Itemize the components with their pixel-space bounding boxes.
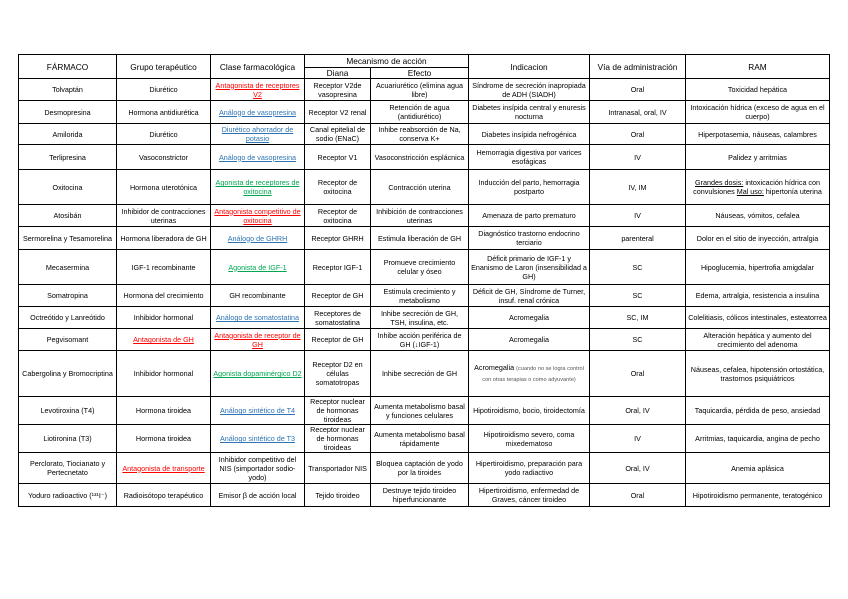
cell-diana-text: Receptor nuclear de hormonas tiroideas bbox=[310, 425, 365, 452]
cell-indicacion-text: Acromegalia bbox=[474, 362, 515, 372]
cell-clase bbox=[211, 285, 305, 307]
cell-diana bbox=[305, 285, 371, 307]
cell-farmaco bbox=[19, 227, 117, 250]
table-row bbox=[19, 101, 830, 124]
header-indicacion: Indicacion bbox=[469, 55, 590, 79]
cell-clase bbox=[211, 101, 305, 124]
cell-ram-text: Toxicidad hepática bbox=[727, 85, 788, 94]
cell-efecto-text: Retención de agua (antidiurético) bbox=[389, 103, 450, 121]
cell-diana-text: Receptor IGF-1 bbox=[312, 262, 363, 272]
cell-clase bbox=[211, 124, 305, 145]
cell-efecto-text: Inhibe secreción de GH, TSH, insulina, etc. bbox=[380, 308, 459, 327]
cell-farmaco-text: Mecasermina bbox=[45, 262, 90, 272]
cell-clase bbox=[211, 484, 305, 507]
cell-grupo bbox=[117, 425, 211, 453]
cell-via bbox=[590, 250, 686, 285]
cell-clase bbox=[211, 170, 305, 205]
cell-indicacion bbox=[469, 351, 590, 397]
header-diana: Diana bbox=[305, 68, 371, 79]
cell-ram-text: Colelitiasis, cólicos intestinales, esteatorrea bbox=[688, 313, 827, 322]
cell-indicacion-text: Síndrome de secreción inapropiada de ADH (SIADH) bbox=[472, 80, 586, 99]
cell-diana-text: Receptor de oxitocina bbox=[317, 206, 358, 225]
header-efecto: Efecto bbox=[371, 68, 469, 79]
ram-label: Grandes dosis: bbox=[694, 178, 744, 187]
cell-indicacion-text: Hipertiroidismo, enfermedad de Graves, cáncer tiroideo bbox=[478, 486, 580, 504]
cell-grupo bbox=[117, 170, 211, 205]
cell-grupo-text: Diurético bbox=[149, 85, 178, 94]
cell-ram-text: Palidez y arritmias bbox=[728, 152, 787, 162]
cell-ram bbox=[686, 101, 830, 124]
cell-clase-text: Análogo sintético de T4 bbox=[220, 406, 295, 415]
cell-grupo bbox=[117, 351, 211, 397]
cell-diana bbox=[305, 453, 371, 484]
cell-grupo-text: Inhibidor hormonal bbox=[133, 369, 194, 378]
cell-efecto bbox=[371, 351, 469, 397]
table-row bbox=[19, 205, 830, 227]
cell-diana-text: Receptores de somatostatina bbox=[314, 308, 361, 327]
cell-indicacion-text: Acromegalia bbox=[509, 313, 549, 322]
cell-grupo bbox=[117, 205, 211, 227]
cell-grupo-text: Hormona del crecimiento bbox=[123, 291, 204, 300]
cell-via bbox=[590, 351, 686, 397]
cell-ram bbox=[686, 145, 830, 170]
cell-grupo-text: IGF-1 recombinante bbox=[131, 262, 196, 272]
cell-via-text: Oral, IV bbox=[625, 406, 650, 415]
cell-clase-text: Antagonista de receptores V2 bbox=[215, 80, 300, 99]
cell-indicacion bbox=[469, 453, 590, 484]
cell-clase-text: Emisor β de acción local bbox=[218, 490, 297, 500]
cell-efecto bbox=[371, 453, 469, 484]
cell-farmaco bbox=[19, 124, 117, 145]
cell-grupo bbox=[117, 250, 211, 285]
cell-ram-text: Dolor en el sitio de inyección, artralgia bbox=[696, 233, 819, 243]
cell-via bbox=[590, 484, 686, 507]
cell-diana-text: Receptor GHRH bbox=[311, 233, 364, 243]
cell-ram-text: Hipotiroidismo permanente, teratogénico bbox=[692, 490, 823, 500]
cell-farmaco-text: Sermorelina y Tesamorelina bbox=[23, 233, 112, 243]
cell-clase bbox=[211, 145, 305, 170]
cell-via bbox=[590, 329, 686, 351]
cell-via-text: SC bbox=[632, 291, 643, 300]
cell-indicacion bbox=[469, 329, 590, 351]
cell-ram-text: Edema, artralgia, resistencia a insulina bbox=[695, 291, 820, 300]
cell-ram-text: Hiperpotasemia, náuseas, calambres bbox=[698, 129, 817, 139]
cell-farmaco bbox=[19, 170, 117, 205]
cell-farmaco bbox=[19, 285, 117, 307]
cell-clase bbox=[211, 205, 305, 227]
cell-diana-text: Tejido tiroideo bbox=[315, 490, 360, 500]
cell-via-text: IV bbox=[634, 211, 641, 220]
cell-grupo-text: Hormona liberadora de GH bbox=[120, 233, 207, 243]
cell-via bbox=[590, 425, 686, 453]
cell-farmaco bbox=[19, 250, 117, 285]
cell-clase-text: Análogo de vasopresina bbox=[218, 152, 297, 162]
cell-indicacion bbox=[469, 170, 590, 205]
cell-efecto bbox=[371, 397, 469, 425]
cell-farmaco-text: Desmopresina bbox=[44, 107, 91, 117]
cell-efecto-text: Aumenta metabolismo basal y funciones celulares bbox=[374, 401, 465, 420]
cell-diana bbox=[305, 145, 371, 170]
cell-ram bbox=[686, 205, 830, 227]
cell-indicacion bbox=[469, 285, 590, 307]
cell-clase bbox=[211, 79, 305, 101]
cell-ram-text: Hipoglucemia, hipertrofia amigdalar bbox=[700, 262, 815, 272]
cell-farmaco bbox=[19, 145, 117, 170]
cell-farmaco-text: Tolvaptán bbox=[52, 85, 83, 94]
cell-farmaco-text: Liotironina (T3) bbox=[43, 434, 92, 443]
cell-indicacion bbox=[469, 124, 590, 145]
cell-diana bbox=[305, 205, 371, 227]
cell-clase bbox=[211, 329, 305, 351]
cell-grupo-text: Radioisótopo terapéutico bbox=[123, 490, 204, 500]
cell-clase-text: Agonista de receptores de oxitocina bbox=[215, 178, 300, 196]
cell-diana-text: Transportador NIS bbox=[308, 463, 367, 473]
cell-efecto bbox=[371, 329, 469, 351]
table-row bbox=[19, 397, 830, 425]
cell-indicacion-text: Diabetes insípida nefrogénica bbox=[481, 129, 577, 139]
cell-via bbox=[590, 227, 686, 250]
cell-via bbox=[590, 397, 686, 425]
cell-indicacion-text: Hipertiroidismo, preparación para yodo radiactivo bbox=[475, 459, 583, 477]
cell-diana bbox=[305, 329, 371, 351]
cell-diana-text: Receptor de oxitocina bbox=[317, 178, 358, 196]
cell-grupo bbox=[117, 145, 211, 170]
cell-ram-text: Náuseas, vómitos, cefalea bbox=[715, 211, 800, 220]
table-row bbox=[19, 227, 830, 250]
cell-diana-text: Receptor V1 bbox=[317, 152, 358, 162]
cell-grupo bbox=[117, 484, 211, 507]
cell-indicacion-text: Inducción del parto, hemorragia postparto bbox=[478, 178, 580, 196]
cell-indicacion bbox=[469, 484, 590, 507]
cell-ram-text: Alteración hepática y aumento del crecimiento del adenoma bbox=[703, 330, 812, 349]
cell-via bbox=[590, 101, 686, 124]
table-row bbox=[19, 307, 830, 329]
cell-ram bbox=[686, 351, 830, 397]
cell-indicacion bbox=[469, 101, 590, 124]
cell-farmaco-text: Terlipresina bbox=[49, 152, 86, 162]
cell-diana bbox=[305, 101, 371, 124]
cell-efecto-text: Aumenta metabolismo basal rápidamente bbox=[374, 429, 465, 448]
cell-ram bbox=[686, 79, 830, 101]
cell-farmaco-text: Pegvisomant bbox=[46, 335, 89, 344]
ram-text: intoxicación hídrica con convulsiones bbox=[693, 178, 821, 196]
cell-clase bbox=[211, 453, 305, 484]
cell-farmaco-text: Perclorato, Tiocianato y Pertecnetato bbox=[29, 459, 106, 477]
cell-grupo-text: Hormona tiroidea bbox=[135, 406, 192, 415]
cell-efecto-text: Bloquea captación de yodo por la tiroides bbox=[376, 459, 463, 477]
table-row bbox=[19, 351, 830, 397]
cell-indicacion-text: Hipotiroidismo severo, coma mixedematoso bbox=[483, 429, 575, 448]
cell-farmaco-text: Somatropina bbox=[47, 291, 88, 300]
cell-indicacion-text: Acromegalia bbox=[509, 335, 549, 344]
cell-efecto-text: Vasoconstricción esplácnica bbox=[374, 152, 465, 162]
cell-efecto bbox=[371, 101, 469, 124]
cell-diana-text: Receptor V2de vasopresina bbox=[313, 80, 362, 99]
table-row bbox=[19, 145, 830, 170]
cell-efecto bbox=[371, 307, 469, 329]
cell-efecto bbox=[371, 425, 469, 453]
cell-grupo-text: Inhibidor hormonal bbox=[133, 313, 194, 322]
cell-farmaco bbox=[19, 484, 117, 507]
cell-farmaco-text: Yoduro radioactivo (¹³¹I⁻) bbox=[27, 490, 108, 500]
cell-indicacion-text: Déficit de GH, Síndrome de Turner, insuf. renal crónica bbox=[472, 286, 586, 305]
cell-clase-text: Análogo sintético de T3 bbox=[220, 434, 295, 443]
cell-efecto bbox=[371, 79, 469, 101]
cell-efecto-text: Estimula crecimiento y metabolismo bbox=[383, 286, 456, 305]
cell-efecto-text: Contracción uterina bbox=[388, 182, 451, 192]
cell-ram bbox=[686, 250, 830, 285]
cell-grupo bbox=[117, 124, 211, 145]
cell-efecto-text: Acuariurético (elimina agua libre) bbox=[375, 80, 464, 99]
cell-indicacion bbox=[469, 250, 590, 285]
cell-clase bbox=[211, 227, 305, 250]
cell-via bbox=[590, 124, 686, 145]
cell-grupo bbox=[117, 307, 211, 329]
cell-grupo-text: Inhibidor de contracciones uterinas bbox=[121, 206, 206, 225]
cell-indicacion bbox=[469, 425, 590, 453]
cell-efecto bbox=[371, 145, 469, 170]
cell-diana-text: Receptor V2 renal bbox=[308, 107, 367, 117]
ram-text: hipertonía uterina bbox=[765, 187, 822, 196]
cell-farmaco bbox=[19, 101, 117, 124]
cell-via-text: Intranasal, oral, IV bbox=[608, 107, 667, 117]
cell-diana bbox=[305, 397, 371, 425]
cell-diana-text: Receptor D2 en células somatotropas bbox=[312, 360, 363, 387]
cell-ram bbox=[686, 227, 830, 250]
cell-ram bbox=[686, 124, 830, 145]
cell-efecto-text: Inhibe acción periférica de GH (↓IGF-1) bbox=[377, 330, 462, 349]
cell-grupo bbox=[117, 101, 211, 124]
cell-farmaco bbox=[19, 397, 117, 425]
cell-grupo bbox=[117, 227, 211, 250]
cell-diana-text: Receptor de GH bbox=[311, 291, 364, 300]
cell-farmaco bbox=[19, 351, 117, 397]
cell-efecto bbox=[371, 484, 469, 507]
cell-ram bbox=[686, 329, 830, 351]
cell-farmaco-text: Amilorida bbox=[52, 129, 83, 139]
cell-clase bbox=[211, 307, 305, 329]
cell-via-text: SC, IM bbox=[626, 313, 649, 322]
cell-via bbox=[590, 453, 686, 484]
cell-diana bbox=[305, 124, 371, 145]
table-row bbox=[19, 453, 830, 484]
cell-diana bbox=[305, 484, 371, 507]
cell-efecto bbox=[371, 227, 469, 250]
cell-farmaco bbox=[19, 425, 117, 453]
cell-efecto-text: Inhibe secreción de GH bbox=[381, 369, 458, 378]
table-row bbox=[19, 329, 830, 351]
cell-farmaco-text: Cabergolina y Bromocriptina bbox=[22, 369, 113, 378]
table-row bbox=[19, 250, 830, 285]
cell-farmaco bbox=[19, 79, 117, 101]
cell-via bbox=[590, 307, 686, 329]
cell-indicacion bbox=[469, 79, 590, 101]
cell-efecto bbox=[371, 250, 469, 285]
cell-farmaco-text: Levotiroxina (T4) bbox=[40, 406, 95, 415]
cell-ram bbox=[686, 170, 830, 205]
cell-efecto-text: Estimula liberación de GH bbox=[377, 233, 462, 243]
cell-indicacion-text: Hemorragia digestiva por varices esofágicas bbox=[476, 148, 582, 166]
table-row bbox=[19, 425, 830, 453]
cell-diana bbox=[305, 351, 371, 397]
cell-efecto bbox=[371, 205, 469, 227]
cell-via-text: Oral bbox=[630, 369, 645, 378]
cell-indicacion bbox=[469, 397, 590, 425]
cell-indicacion bbox=[469, 307, 590, 329]
cell-via bbox=[590, 145, 686, 170]
cell-diana bbox=[305, 227, 371, 250]
cell-ram-text: Náuseas, cefalea, hipotensión ortostática, trastornos psiquiátricos bbox=[690, 364, 825, 383]
cell-efecto-text: Inhibición de contracciones uterinas bbox=[376, 206, 463, 225]
cell-diana-text: Receptor nuclear de hormonas tiroideas bbox=[310, 397, 365, 424]
cell-via-text: Oral bbox=[630, 129, 645, 139]
cell-clase-text: Análogo de GHRH bbox=[227, 233, 288, 243]
drug-table bbox=[18, 54, 830, 507]
cell-clase bbox=[211, 250, 305, 285]
table-row bbox=[19, 484, 830, 507]
cell-clase-text: Diurético ahorrador de potasio bbox=[221, 125, 294, 143]
cell-grupo-text: Antagonista de transporte bbox=[122, 463, 205, 473]
cell-grupo-text: Hormona uterotónica bbox=[129, 182, 198, 192]
cell-indicacion-text: Hipotiroidismo, bocio, tiroidectomía bbox=[473, 406, 585, 415]
cell-indicacion-text: Diagnóstico trastorno endocrino terciario bbox=[478, 229, 580, 247]
cell-grupo-text: Antagonista de GH bbox=[133, 335, 194, 344]
cell-grupo bbox=[117, 285, 211, 307]
cell-via-text: Oral bbox=[630, 490, 645, 500]
cell-diana bbox=[305, 170, 371, 205]
header-ram: RAM bbox=[686, 55, 830, 79]
cell-farmaco-text: Octreótido y Lanreótido bbox=[30, 313, 105, 322]
cell-via-text: IV bbox=[634, 152, 641, 162]
cell-via-text: SC bbox=[632, 262, 643, 272]
table-row bbox=[19, 170, 830, 205]
header-via: Vía de administración bbox=[590, 55, 686, 79]
cell-diana-text: Canal epitelial de sodio (ENaC) bbox=[309, 125, 366, 143]
cell-clase bbox=[211, 397, 305, 425]
cell-grupo-text: Vasoconstrictor bbox=[139, 152, 188, 162]
cell-grupo bbox=[117, 397, 211, 425]
cell-grupo bbox=[117, 79, 211, 101]
cell-clase bbox=[211, 351, 305, 397]
cell-clase-text: Antagonista de receptor de GH bbox=[214, 330, 301, 349]
header-farmaco: FÁRMACO bbox=[19, 55, 117, 79]
cell-grupo-text: Hormona tiroidea bbox=[135, 434, 192, 443]
cell-efecto-text: Promueve crecimiento celular y óseo bbox=[383, 258, 456, 276]
table-row bbox=[19, 285, 830, 307]
cell-ram bbox=[686, 285, 830, 307]
cell-ram bbox=[686, 425, 830, 453]
cell-efecto-text: Destruye tejido tiroideo hiperfuncionante bbox=[382, 486, 457, 504]
cell-grupo-text: Hormona antidiurética bbox=[128, 107, 199, 117]
cell-clase-text: Antagonista competitivo de oxitocina bbox=[214, 206, 301, 225]
cell-ram-text: Taquicardia, pérdida de peso, ansiedad bbox=[694, 406, 821, 415]
table-row bbox=[19, 79, 830, 101]
cell-via bbox=[590, 79, 686, 101]
cell-ram-text: Anemia aplásica bbox=[731, 463, 784, 473]
cell-indicacion bbox=[469, 227, 590, 250]
cell-via-text: Oral, IV bbox=[625, 463, 650, 473]
cell-via-text: IV, IM bbox=[628, 182, 647, 192]
cell-farmaco-text: Atosibán bbox=[53, 211, 82, 220]
cell-indicacion-text: Déficit primario de IGF-1 y Enanismo de Laron (insensibilidad a GH) bbox=[471, 253, 587, 281]
cell-via bbox=[590, 170, 686, 205]
cell-diana bbox=[305, 425, 371, 453]
cell-via-text: parenteral bbox=[621, 233, 654, 243]
cell-diana-text: Receptor de GH bbox=[311, 335, 364, 344]
cell-indicacion bbox=[469, 205, 590, 227]
cell-ram bbox=[686, 307, 830, 329]
cell-farmaco bbox=[19, 329, 117, 351]
cell-clase-text: Agonista de IGF-1 bbox=[228, 262, 287, 272]
cell-diana bbox=[305, 307, 371, 329]
cell-via bbox=[590, 205, 686, 227]
cell-efecto bbox=[371, 124, 469, 145]
cell-efecto-text: Inhibe reabsorción de Na, conserva K+ bbox=[378, 125, 461, 143]
cell-grupo bbox=[117, 329, 211, 351]
indicacion-note: (cuando no se logra control con otras terapias o como adyuvante) bbox=[482, 365, 584, 383]
header-clase: Clase farmacológica bbox=[211, 55, 305, 79]
cell-ram-text: Intoxicación hídrica (exceso de agua en el cuerpo) bbox=[690, 103, 825, 121]
cell-ram bbox=[686, 397, 830, 425]
cell-clase-text: Agonista dopaminérgico D2 bbox=[213, 369, 302, 378]
cell-diana bbox=[305, 79, 371, 101]
cell-clase-text: Inhibidor competitivo del NIS (simportador sodio-yodo) bbox=[218, 454, 297, 482]
cell-via-text: SC bbox=[632, 335, 643, 344]
ram-label: Mal uso: bbox=[736, 187, 764, 196]
cell-indicacion-text: Amenaza de parto prematuro bbox=[482, 211, 576, 220]
cell-efecto bbox=[371, 285, 469, 307]
cell-clase-text: Análogo de somatostatina bbox=[215, 313, 300, 322]
cell-ram bbox=[686, 453, 830, 484]
cell-farmaco bbox=[19, 307, 117, 329]
cell-via-text: Oral bbox=[630, 85, 645, 94]
table-row bbox=[19, 124, 830, 145]
cell-via bbox=[590, 285, 686, 307]
header-grupo: Grupo terapéutico bbox=[117, 55, 211, 79]
cell-efecto bbox=[371, 170, 469, 205]
cell-clase-text: Análogo de vasopresina bbox=[218, 107, 297, 117]
cell-ram-text: Arritmias, taquicardia, angina de pecho bbox=[695, 434, 820, 443]
cell-clase bbox=[211, 425, 305, 453]
cell-clase-text: GH recombinante bbox=[229, 291, 286, 300]
cell-indicacion-text: Diabetes insípida central y enuresis nocturna bbox=[472, 103, 586, 121]
cell-farmaco-text: Oxitocina bbox=[52, 182, 83, 192]
cell-diana bbox=[305, 250, 371, 285]
cell-ram bbox=[686, 484, 830, 507]
cell-via-text: IV bbox=[634, 434, 641, 443]
cell-farmaco bbox=[19, 205, 117, 227]
cell-grupo-text: Diurético bbox=[149, 129, 178, 139]
cell-farmaco bbox=[19, 453, 117, 484]
cell-indicacion bbox=[469, 145, 590, 170]
header-mecanismo: Mecanismo de acción bbox=[305, 55, 469, 68]
cell-grupo bbox=[117, 453, 211, 484]
